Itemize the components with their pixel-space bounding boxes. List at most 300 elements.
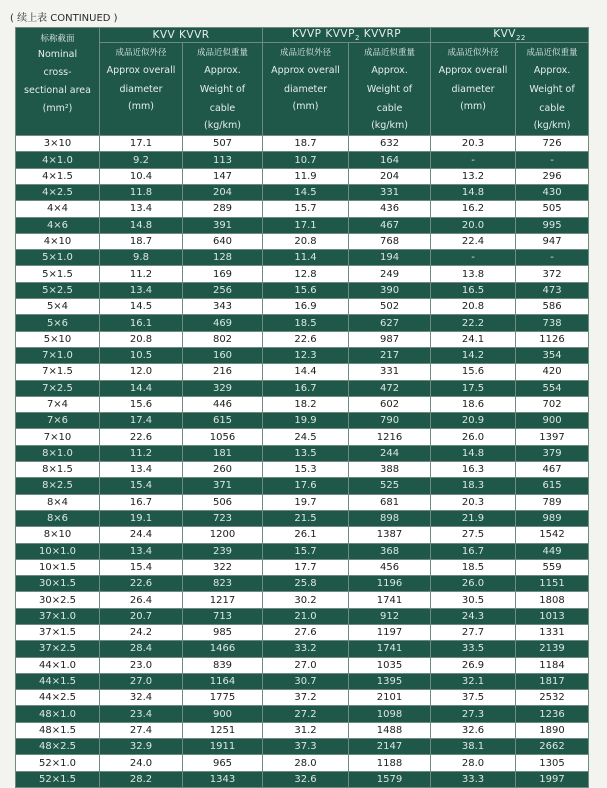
cell-kvv-diameter: 17.1: [100, 136, 183, 152]
cell-nominal-area: 44×1.0: [16, 657, 100, 673]
cell-kvvp-weight: 456: [349, 559, 431, 575]
cell-kvvp-diameter: 18.2: [263, 396, 349, 412]
cell-kvvp-diameter: 32.6: [263, 771, 349, 787]
cell-kvv22-diameter: 16.5: [431, 282, 516, 298]
cell-kvv-weight: 160: [183, 347, 263, 363]
cell-nominal-area: 8×4: [16, 494, 100, 510]
header-column-row: [16, 43, 589, 136]
cell-kvv22-weight: 296: [516, 168, 589, 184]
cell-kvvp-diameter: 16.7: [263, 380, 349, 396]
group-subscript: 22: [515, 34, 526, 43]
cell-nominal-area: 44×2.5: [16, 690, 100, 706]
cell-kvvp-weight: 2101: [349, 690, 431, 706]
cell-kvv-weight: 713: [183, 608, 263, 624]
table-row: [16, 739, 589, 755]
cell-kvv22-weight: 1890: [516, 722, 589, 738]
cell-nominal-area: 37×1.5: [16, 625, 100, 641]
cell-kvv-weight: 391: [183, 217, 263, 233]
cell-kvvp-weight: 164: [349, 152, 431, 168]
cell-kvvp-diameter: 21.5: [263, 510, 349, 526]
cell-kvv-weight: 1343: [183, 771, 263, 787]
cell-kvv22-weight: 738: [516, 315, 589, 331]
cell-kvv22-weight: 1305: [516, 755, 589, 771]
cell-kvv22-weight: 1151: [516, 576, 589, 592]
cell-kvvp-diameter: 14.5: [263, 184, 349, 200]
cell-kvv-diameter: 13.4: [100, 543, 183, 559]
cell-kvv22-diameter: 22.2: [431, 315, 516, 331]
cell-kvv-weight: 985: [183, 625, 263, 641]
cell-kvvp-weight: 331: [349, 364, 431, 380]
table-row: [16, 462, 589, 478]
table-row: [16, 217, 589, 233]
table-row: [16, 380, 589, 396]
cell-kvv-weight: 506: [183, 494, 263, 510]
cell-nominal-area: 8×6: [16, 510, 100, 526]
table-row: [16, 364, 589, 380]
header-line: Approx overall: [106, 65, 176, 77]
cell-kvv22-diameter: 18.6: [431, 396, 516, 412]
cell-kvv22-diameter: 20.8: [431, 299, 516, 315]
cell-kvv-weight: 216: [183, 364, 263, 380]
cell-kvv22-diameter: 16.2: [431, 201, 516, 217]
cell-nominal-area: 44×1.5: [16, 673, 100, 689]
cell-nominal-area: 8×1.5: [16, 462, 100, 478]
header-diameter: [431, 43, 516, 136]
cell-kvvp-weight: 1579: [349, 771, 431, 787]
cell-kvv22-diameter: -: [431, 152, 516, 168]
header-line: cable: [539, 103, 565, 115]
cell-nominal-area: 52×1.0: [16, 755, 100, 771]
cell-kvv22-weight: 900: [516, 413, 589, 429]
header-unit: (mm): [460, 101, 486, 113]
table-row: [16, 608, 589, 624]
header-nominal-area: [16, 28, 100, 136]
group-kvv-kvvr: [100, 28, 263, 43]
table-row: [16, 413, 589, 429]
table-row: [16, 641, 589, 657]
cell-kvvp-diameter: 12.3: [263, 347, 349, 363]
cell-kvvp-diameter: 14.4: [263, 364, 349, 380]
cell-kvv22-diameter: 32.1: [431, 673, 516, 689]
cell-nominal-area: 48×1.5: [16, 722, 100, 738]
cell-kvvp-diameter: 26.1: [263, 527, 349, 543]
table-row: [16, 771, 589, 787]
cell-nominal-area: 37×1.0: [16, 608, 100, 624]
cell-kvv-diameter: 19.1: [100, 510, 183, 526]
cell-kvv-diameter: 15.4: [100, 559, 183, 575]
cell-kvv-diameter: 11.2: [100, 445, 183, 461]
cell-kvvp-weight: 1035: [349, 657, 431, 673]
cell-kvvp-diameter: 22.6: [263, 331, 349, 347]
cell-nominal-area: 4×1.5: [16, 168, 100, 184]
cell-kvv22-weight: 467: [516, 462, 589, 478]
group-subscript: 2: [354, 34, 360, 43]
table-row: [16, 494, 589, 510]
cell-nominal-area: 7×2.5: [16, 380, 100, 396]
cell-kvv-weight: 1466: [183, 641, 263, 657]
cell-kvvp-weight: 244: [349, 445, 431, 461]
cell-kvv-weight: 802: [183, 331, 263, 347]
cell-kvvp-diameter: 37.3: [263, 739, 349, 755]
header-unit: (kg/km): [371, 120, 408, 132]
header-area-cn: 标称截面: [40, 34, 75, 44]
cell-kvv-diameter: 32.4: [100, 690, 183, 706]
header-weight: [349, 43, 431, 136]
cell-kvvp-weight: 602: [349, 396, 431, 412]
cell-nominal-area: 5×1.5: [16, 266, 100, 282]
header-line: diameter: [451, 84, 495, 96]
cell-kvvp-weight: 1488: [349, 722, 431, 738]
header-diameter: [100, 43, 183, 136]
table-body: [16, 136, 589, 788]
table-row: [16, 266, 589, 282]
cell-kvv-weight: 169: [183, 266, 263, 282]
cell-kvv22-weight: 1331: [516, 625, 589, 641]
cell-kvv22-weight: 947: [516, 233, 589, 249]
cell-kvv22-weight: 1997: [516, 771, 589, 787]
cell-kvv-diameter: 16.7: [100, 494, 183, 510]
header-cn: 成品近似外径: [447, 48, 499, 59]
header-diameter: [263, 43, 349, 136]
header-line: Approx overall: [271, 65, 340, 77]
table-row: [16, 625, 589, 641]
header-line: Weight of: [366, 84, 413, 96]
cell-kvv-weight: 1217: [183, 592, 263, 608]
cell-kvvp-weight: 1387: [349, 527, 431, 543]
cell-kvvp-diameter: 17.7: [263, 559, 349, 575]
cell-kvvp-weight: 627: [349, 315, 431, 331]
cell-kvv22-diameter: 26.0: [431, 576, 516, 592]
cell-nominal-area: 37×2.5: [16, 641, 100, 657]
cell-nominal-area: 48×1.0: [16, 706, 100, 722]
cell-kvv-diameter: 9.8: [100, 250, 183, 266]
header-group-row: [16, 28, 589, 43]
cell-kvv-diameter: 24.4: [100, 527, 183, 543]
header-unit: (kg/km): [204, 120, 241, 132]
cell-nominal-area: 5×10: [16, 331, 100, 347]
cell-kvv-diameter: 12.0: [100, 364, 183, 380]
cell-kvv22-weight: 554: [516, 380, 589, 396]
cell-kvv-weight: 1056: [183, 429, 263, 445]
cell-kvvp-diameter: 37.2: [263, 690, 349, 706]
cell-kvv-diameter: 23.0: [100, 657, 183, 673]
cell-kvvp-diameter: 20.8: [263, 233, 349, 249]
table-row: [16, 445, 589, 461]
cell-kvv-diameter: 14.5: [100, 299, 183, 315]
cell-kvvp-diameter: 19.7: [263, 494, 349, 510]
cell-kvv-weight: 322: [183, 559, 263, 575]
header-line: Approx.: [204, 65, 241, 77]
cell-kvv-weight: 1775: [183, 690, 263, 706]
cell-kvv-diameter: 11.2: [100, 266, 183, 282]
cell-kvv22-weight: 615: [516, 478, 589, 494]
header-line: Approx.: [533, 65, 571, 77]
cell-kvv-weight: 823: [183, 576, 263, 592]
cell-nominal-area: 5×6: [16, 315, 100, 331]
cell-kvv22-weight: 449: [516, 543, 589, 559]
cell-kvvp-weight: 194: [349, 250, 431, 266]
table-row: [16, 233, 589, 249]
cell-kvv22-weight: 2532: [516, 690, 589, 706]
table-row: [16, 136, 589, 152]
group-label: KVV KVVR: [152, 29, 210, 42]
cell-nominal-area: 52×1.5: [16, 771, 100, 787]
cell-nominal-area: 5×2.5: [16, 282, 100, 298]
cell-kvv22-diameter: 14.2: [431, 347, 516, 363]
cell-kvvp-weight: 632: [349, 136, 431, 152]
cell-kvv22-weight: 1397: [516, 429, 589, 445]
table-row: [16, 576, 589, 592]
group-label: KVVP KVVP: [291, 28, 355, 40]
cell-kvvp-weight: 1098: [349, 706, 431, 722]
cell-kvv-weight: 1911: [183, 739, 263, 755]
table-row: [16, 299, 589, 315]
cell-kvv-diameter: 13.4: [100, 282, 183, 298]
cell-kvvp-diameter: 18.5: [263, 315, 349, 331]
header-line: cable: [376, 103, 403, 115]
cable-spec-table: [15, 27, 589, 788]
cell-kvvp-weight: 217: [349, 347, 431, 363]
cell-kvv-diameter: 28.4: [100, 641, 183, 657]
cell-kvv-weight: 113: [183, 152, 263, 168]
cell-kvv-diameter: 27.0: [100, 673, 183, 689]
cell-kvv-diameter: 11.8: [100, 184, 183, 200]
cell-kvv22-weight: 354: [516, 347, 589, 363]
cell-kvvp-diameter: 15.7: [263, 201, 349, 217]
cell-kvv22-diameter: 33.5: [431, 641, 516, 657]
cell-kvvp-diameter: 15.6: [263, 282, 349, 298]
cell-kvv22-diameter: 26.0: [431, 429, 516, 445]
cell-kvv-diameter: 10.5: [100, 347, 183, 363]
cell-kvv-diameter: 22.6: [100, 576, 183, 592]
cell-kvv-diameter: 27.4: [100, 722, 183, 738]
cell-kvv-weight: 900: [183, 706, 263, 722]
cell-kvv22-diameter: 33.3: [431, 771, 516, 787]
cell-kvv22-diameter: 17.5: [431, 380, 516, 396]
cell-kvv22-weight: 995: [516, 217, 589, 233]
cell-kvvp-diameter: 18.7: [263, 136, 349, 152]
cell-kvv-weight: 723: [183, 510, 263, 526]
table-row: [16, 592, 589, 608]
cell-nominal-area: 5×4: [16, 299, 100, 315]
cell-nominal-area: 30×2.5: [16, 592, 100, 608]
cell-kvvp-weight: 204: [349, 168, 431, 184]
cell-kvv22-weight: 702: [516, 396, 589, 412]
cell-kvvp-diameter: 27.0: [263, 657, 349, 673]
cell-kvv-weight: 640: [183, 233, 263, 249]
cell-kvvp-diameter: 13.5: [263, 445, 349, 461]
header-unit: (mm): [128, 101, 154, 113]
cell-nominal-area: 8×1.0: [16, 445, 100, 461]
cell-nominal-area: 4×4: [16, 201, 100, 217]
cell-kvvp-diameter: 21.0: [263, 608, 349, 624]
cell-kvv22-diameter: 13.2: [431, 168, 516, 184]
cell-kvv22-diameter: 20.3: [431, 494, 516, 510]
cell-kvv-diameter: 15.4: [100, 478, 183, 494]
header-cn: 成品近似重量: [364, 48, 416, 59]
table-row: [16, 559, 589, 575]
cell-kvv-diameter: 13.4: [100, 201, 183, 217]
cell-kvv-diameter: 28.2: [100, 771, 183, 787]
cell-kvv22-diameter: 18.5: [431, 559, 516, 575]
cell-kvvp-weight: 467: [349, 217, 431, 233]
cell-kvv22-diameter: 20.0: [431, 217, 516, 233]
cell-kvvp-diameter: 15.7: [263, 543, 349, 559]
cell-kvv22-weight: 559: [516, 559, 589, 575]
cell-kvv22-diameter: 18.3: [431, 478, 516, 494]
header-line: diameter: [283, 84, 328, 96]
cell-kvv-diameter: 14.8: [100, 217, 183, 233]
cell-kvv-weight: 204: [183, 184, 263, 200]
table-row: [16, 673, 589, 689]
cell-kvv-diameter: 17.4: [100, 413, 183, 429]
cell-kvvp-weight: 1741: [349, 592, 431, 608]
cell-kvv-diameter: 14.4: [100, 380, 183, 396]
cell-kvv22-weight: 2662: [516, 739, 589, 755]
cell-kvv22-weight: 1808: [516, 592, 589, 608]
cell-kvv22-diameter: 16.3: [431, 462, 516, 478]
cell-kvv22-weight: 726: [516, 136, 589, 152]
cell-kvv-weight: 371: [183, 478, 263, 494]
cell-kvv-diameter: 26.4: [100, 592, 183, 608]
cell-nominal-area: 10×1.5: [16, 559, 100, 575]
cell-kvv-diameter: 9.2: [100, 152, 183, 168]
cell-nominal-area: 48×2.5: [16, 739, 100, 755]
table-row: [16, 706, 589, 722]
cell-kvv22-diameter: 24.1: [431, 331, 516, 347]
cell-nominal-area: 4×10: [16, 233, 100, 249]
cell-kvvp-weight: 472: [349, 380, 431, 396]
table-row: [16, 184, 589, 200]
cell-kvv-weight: 343: [183, 299, 263, 315]
cell-kvv-weight: 507: [183, 136, 263, 152]
cell-nominal-area: 5×1.0: [16, 250, 100, 266]
cell-kvvp-weight: 1395: [349, 673, 431, 689]
cell-nominal-area: 4×6: [16, 217, 100, 233]
cell-kvv22-diameter: 38.1: [431, 739, 516, 755]
cell-kvv-weight: 1251: [183, 722, 263, 738]
cell-kvv22-diameter: 30.5: [431, 592, 516, 608]
table-row: [16, 331, 589, 347]
cell-kvv-diameter: 32.9: [100, 739, 183, 755]
cell-kvv22-weight: 420: [516, 364, 589, 380]
table-row: [16, 657, 589, 673]
cell-kvvp-diameter: 27.2: [263, 706, 349, 722]
cell-kvv22-weight: -: [516, 152, 589, 168]
table-caption: ( 续上表 CONTINUED ): [10, 13, 118, 24]
cell-kvv22-weight: 1184: [516, 657, 589, 673]
cell-kvv-diameter: 24.0: [100, 755, 183, 771]
cell-kvv-weight: 239: [183, 543, 263, 559]
cell-kvv22-diameter: 13.8: [431, 266, 516, 282]
cell-kvv22-weight: 1542: [516, 527, 589, 543]
cell-kvv-diameter: 20.7: [100, 608, 183, 624]
cell-kvvp-weight: 1188: [349, 755, 431, 771]
header-area-line: sectional area: [24, 85, 91, 96]
cell-kvv22-weight: 789: [516, 494, 589, 510]
cell-kvvp-weight: 525: [349, 478, 431, 494]
table-row: [16, 478, 589, 494]
cell-kvv22-diameter: 15.6: [431, 364, 516, 380]
cell-kvv22-diameter: 27.5: [431, 527, 516, 543]
table-row: [16, 250, 589, 266]
cell-kvv-weight: 615: [183, 413, 263, 429]
cell-kvv22-diameter: 32.6: [431, 722, 516, 738]
cell-kvvp-diameter: 17.6: [263, 478, 349, 494]
cell-kvvp-weight: 2147: [349, 739, 431, 755]
cell-kvvp-weight: 1216: [349, 429, 431, 445]
header-weight: [516, 43, 589, 136]
cell-kvvp-diameter: 28.0: [263, 755, 349, 771]
header-line: diameter: [119, 84, 163, 96]
cell-kvvp-weight: 390: [349, 282, 431, 298]
cell-kvvp-diameter: 33.2: [263, 641, 349, 657]
cell-kvvp-weight: 249: [349, 266, 431, 282]
group-kvv22: [431, 28, 589, 43]
cell-kvvp-weight: 1197: [349, 625, 431, 641]
table-row: [16, 722, 589, 738]
header-cn: 成品近似重量: [526, 48, 578, 59]
cell-kvvp-weight: 898: [349, 510, 431, 526]
header-line: cable: [209, 103, 236, 115]
cell-nominal-area: 10×1.0: [16, 543, 100, 559]
header-line: Approx overall: [438, 65, 508, 77]
cell-nominal-area: 8×10: [16, 527, 100, 543]
cell-kvv-diameter: 20.8: [100, 331, 183, 347]
cell-kvv-weight: 256: [183, 282, 263, 298]
cell-kvvp-diameter: 19.9: [263, 413, 349, 429]
cell-kvvp-weight: 331: [349, 184, 431, 200]
cell-nominal-area: 4×1.0: [16, 152, 100, 168]
cell-kvv-diameter: 18.7: [100, 233, 183, 249]
cell-kvv-diameter: 23.4: [100, 706, 183, 722]
cell-kvv-weight: 965: [183, 755, 263, 771]
cell-kvvp-diameter: 16.9: [263, 299, 349, 315]
cell-kvv-weight: 446: [183, 396, 263, 412]
table-row: [16, 201, 589, 217]
cell-kvv-diameter: 10.4: [100, 168, 183, 184]
cell-kvvp-diameter: 11.9: [263, 168, 349, 184]
cell-kvvp-diameter: 10.7: [263, 152, 349, 168]
cell-kvv-weight: 1164: [183, 673, 263, 689]
cell-kvv22-diameter: 37.5: [431, 690, 516, 706]
group-label-tail: KVVRP: [359, 28, 402, 40]
header-line: Weight of: [529, 84, 575, 96]
cell-nominal-area: 7×6: [16, 413, 100, 429]
header-line: Approx.: [371, 65, 408, 77]
cell-kvv22-weight: 1236: [516, 706, 589, 722]
header-area-line: (mm²): [42, 103, 73, 114]
cell-kvv22-weight: 1013: [516, 608, 589, 624]
table-row: [16, 396, 589, 412]
cell-kvvp-diameter: 25.8: [263, 576, 349, 592]
cell-kvvp-weight: 912: [349, 608, 431, 624]
cell-kvv22-diameter: 27.3: [431, 706, 516, 722]
cell-kvvp-diameter: 12.8: [263, 266, 349, 282]
cell-kvvp-weight: 388: [349, 462, 431, 478]
cell-kvvp-weight: 987: [349, 331, 431, 347]
cell-kvvp-weight: 1741: [349, 641, 431, 657]
cell-nominal-area: 7×1.0: [16, 347, 100, 363]
header-line: Weight of: [199, 84, 246, 96]
cell-kvv-diameter: 13.4: [100, 462, 183, 478]
cell-kvv-weight: 181: [183, 445, 263, 461]
cell-kvv22-diameter: 20.9: [431, 413, 516, 429]
cell-kvv22-weight: 586: [516, 299, 589, 315]
cell-nominal-area: 30×1.5: [16, 576, 100, 592]
header-area-line: Nominal: [37, 49, 78, 60]
cell-kvvp-diameter: 11.4: [263, 250, 349, 266]
